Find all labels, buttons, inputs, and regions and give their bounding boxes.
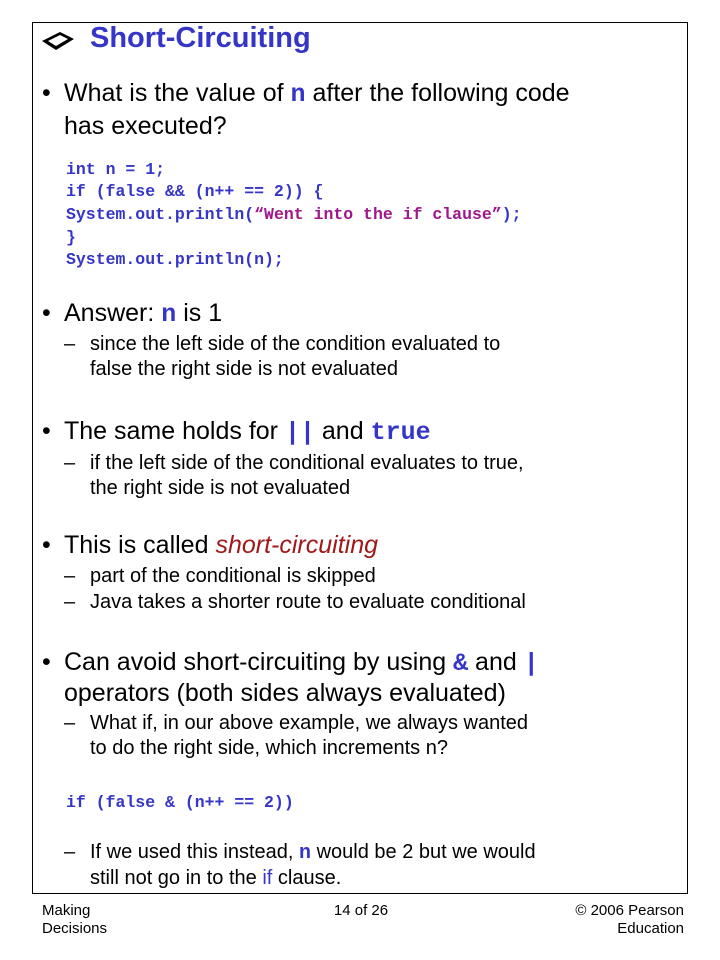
called-sub-1: – part of the conditional is skipped xyxy=(64,565,376,587)
last-sub-2: still not go in to the if clause. xyxy=(90,867,342,889)
footer-chapter: Making Decisions xyxy=(42,902,108,937)
code-line-4: } xyxy=(66,228,76,247)
bullet-answer: • Answer: n is 1 xyxy=(42,299,223,329)
code-line-5: System.out.println(n); xyxy=(66,250,284,269)
bullet-avoid: • Can avoid short-circuiting by using & and | xyxy=(42,648,539,678)
bullet-question-line2: has executed? xyxy=(64,112,227,140)
code-line-1: int n = 1; xyxy=(66,160,166,179)
code-line-2: if (false && (n++ == 2)) { xyxy=(66,182,324,201)
var-n: n xyxy=(290,80,306,109)
term-short-circuiting: short-circuiting xyxy=(215,531,379,559)
answer-sub-2: false the right side is not evaluated xyxy=(90,358,398,380)
answer-sub-1: – since the left side of the condition evaluated to xyxy=(64,333,501,355)
called-sub-2: – Java takes a shorter route to evaluate conditional xyxy=(64,591,526,613)
same-sub-1: – if the left side of the conditional evaluates to true, xyxy=(64,452,524,474)
bullet-same-holds: • The same holds for || and true xyxy=(42,417,431,447)
footer-page-number: 14 of 26 xyxy=(333,902,389,919)
slide-title: Short-Circuiting xyxy=(90,22,311,54)
avoid-sub-2: to do the right side, which increments n? xyxy=(90,737,448,759)
same-sub-2: the right side is not evaluated xyxy=(90,477,351,499)
bullet-avoid-line2: operators (both sides always evaluated) xyxy=(64,679,506,707)
bullet-question: • What is the value of n after the following code xyxy=(42,79,570,109)
bullet-called: • This is called short-circuiting xyxy=(42,531,379,559)
footer-copyright: © 2006 Pearson Education xyxy=(575,902,684,937)
last-sub-1: – If we used this instead, n would be 2 but we would xyxy=(64,841,536,865)
slide-logo-icon xyxy=(40,30,76,52)
avoid-sub-1: – What if, in our above example, we always wanted xyxy=(64,712,528,734)
code-line-3: System.out.println(“Went into the if clause”); xyxy=(66,205,522,224)
code-line-6: if (false & (n++ == 2)) xyxy=(66,793,294,812)
